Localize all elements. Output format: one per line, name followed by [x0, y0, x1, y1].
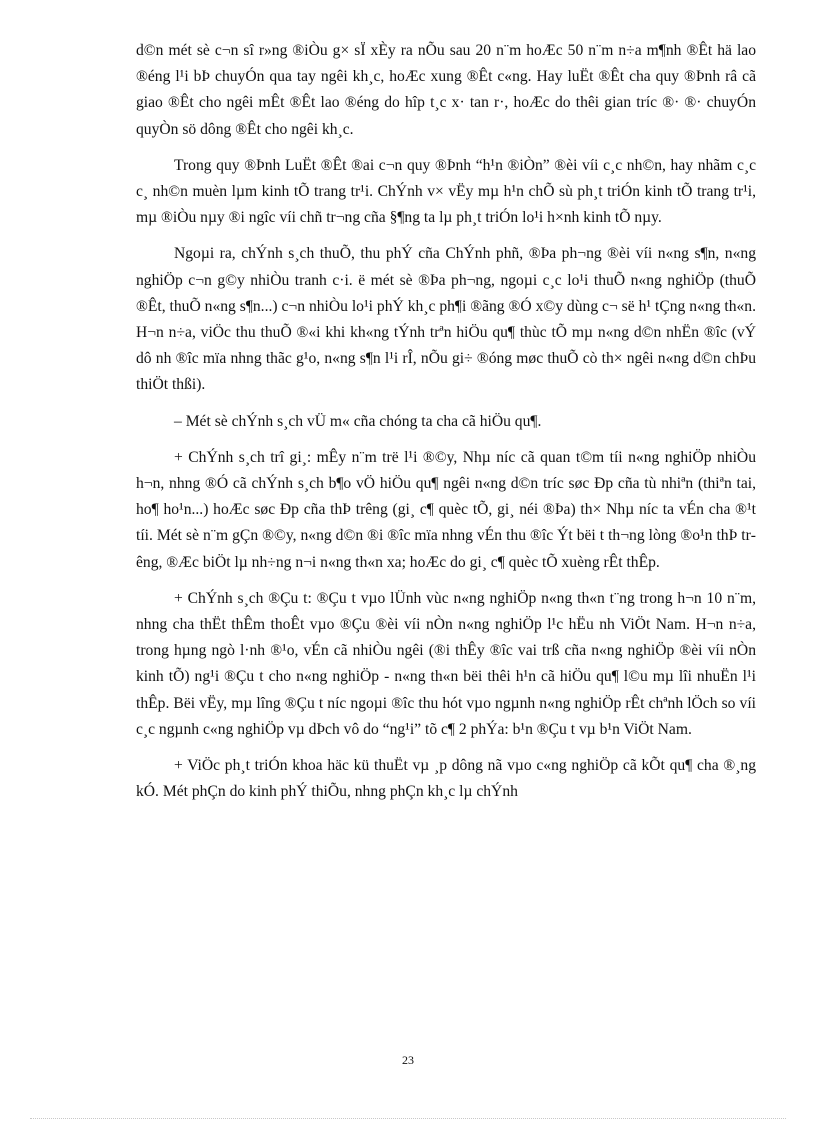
paragraph-tax-policy: Ngoµi ra, chÝnh s¸ch thuÕ, thu phÝ cña ChÝnh phñ, ®Þa ph¬ng ®èi víi n«ng s¶n, n«ng nghiÖp c¬n g©y nhiÒu tranh c·i. ë mét sè ®Þa ph¬ng, ngoµi c¸c lo¹i thuÕ n«ng nghiÖp (thuÕ ®Êt, thuÕ n«ng s¶n...) c¬n nhiÒu lo¹i phÝ kh¸c ph¶i ®ãng ®Ó x©y dùng c¬ së h¹ tÇng n«ng th«n. H¬n n÷a, viÖc thu thuÕ ®«i khi kh«ng tÝnh trªn hiÖu qu¶ thùc tÕ mµ n«ng d©n nhËn ®îc (vÝ dô nh ®îc mïa nhng thãc g¹o, n«ng s¶n l¹i rÎ, nÕu gi÷ ®óng møc thuÕ cò th× ngêi n«ng d©n chÞu thiÖt thßi). — [136, 245, 756, 394]
bullet-science-technology: + ViÖc ph¸t triÓn khoa häc kü thuËt vµ ¸p dông nã vµo c«ng nghiÖp cã kÕt qu¶ cha ®¸ng kÓ. Mét phÇn do kinh phÝ thiÕu, nhng phÇn kh¸c lµ chÝnh — [136, 757, 756, 801]
body-text — [136, 38, 756, 815]
page-number: 23 — [402, 1053, 414, 1067]
paragraph-land-limit: Trong quy ®Þnh LuËt ®Êt ®ai c¬n quy ®Þnh “h¹n ®iÒn” ®èi víi c¸c nh©n, hay nhãm c¸c c¸ nh©n muèn lµm kinh tÕ trang tr¹i. ChÝnh v× vËy mµ h¹n chÕ sù ph¸t triÓn kinh tÕ trang tr¹i, mµ ®iÒu nµy ®i ngîc víi chñ tr¬ng cña §¶ng ta lµ ph¸t triÓn lo¹i h×nh kinh tÕ nµy. — [136, 156, 756, 227]
bullet-macro-policy: – Mét sè chÝnh s¸ch vÜ m« cña chóng ta cha cã hiÖu qu¶. — [174, 412, 542, 430]
bullet-price-support: + ChÝnh s¸ch trî gi¸: mÊy n¨m trë l¹i ®©y, Nhµ níc cã quan t©m tíi n«ng nghiÖp nhiÒu h¬n, nhng ®Ó cã chÝnh s¸ch b¶o vÖ hiÖu qu¶ ngêi n«ng d©n tríc søc Ðp cña tù nhiªn (thiªn tai, ho¶ ho¹n...) hoÆc søc Ðp cña thÞ trêng (gi¸ c¶ quèc tÕ, gi¸ néi ®Þa) th× Nhµ níc ta vÉn cha ®¹t tíi. Mét sè n¨m gÇn ®©y, n«ng d©n ®i ®îc mïa nhng vÉn thu ®îc Ýt bëi t th¬ng lòng ®o¹n thÞ trêng, ®Æc biÖt lµ nh÷ng n¬i n«ng th«n xa; hoÆc do gi¸ c¶ quèc tÕ xuèng rÊt thÊp. — [136, 448, 756, 571]
paragraph-continuation: d©n mét sè c¬n sî r»ng ®iÒu g× sÏ xÈy ra nÕu sau 20 n¨m hoÆc 50 n¨m n÷a m¶nh ®Êt hä lao ®éng l¹i bÞ chuyÓn qua tay ngêi kh¸c, hoÆc xung ®Êt c«ng. Hay luËt ®Êt cha quy ®Þnh râ cã giao ®Êt cho ngêi mÊt ®Êt lao ®éng do hîp t¸c x· tan r·, hoÆc do thêi gian tríc ®· ®· chuyÓn quyÒn sö dông ®Êt cho ngêi kh¸c. — [136, 42, 756, 138]
bullet-investment-policy: + ChÝnh s¸ch ®Çu t: ®Çu t vµo lÜnh vùc n«ng nghiÖp n«ng th«n t¨ng trong h¬n 10 n¨m, nhng cha thËt thÊm thoÊt vµo ®Çu ®èi víi nÒn n«ng nghiÖp l¹c hËu nh ViÖt Nam. H¬n n÷a, trong hµng ngò l·nh ®¹o, vÉn cã nhiÒu ngêi (®i thÊy ®îc vai trß cña n«ng nghiÖp ®èi víi nÒn kinh tÕ) ng¹i ®Çu t cho n«ng nghiÖp - n«ng th«n bëi thêi h¹n cã hiÖu qu¶ l©u mµ lîi nhuËn l¹i thÊp. Bëi vËy, mµ lîng ®Çu t níc ngoµi ®îc thu hót vµo ngµnh n«ng nghiÖp rÊt chªnh lÖch so víi c¸c ngµnh c«ng nghiÖp vµ dÞch vô do “ng¹i” tõ c¶ 2 phÝa: b¹n ®Çu t vµ b¹n ViÖt Nam. — [136, 589, 756, 738]
page-bottom-divider — [30, 1118, 786, 1119]
